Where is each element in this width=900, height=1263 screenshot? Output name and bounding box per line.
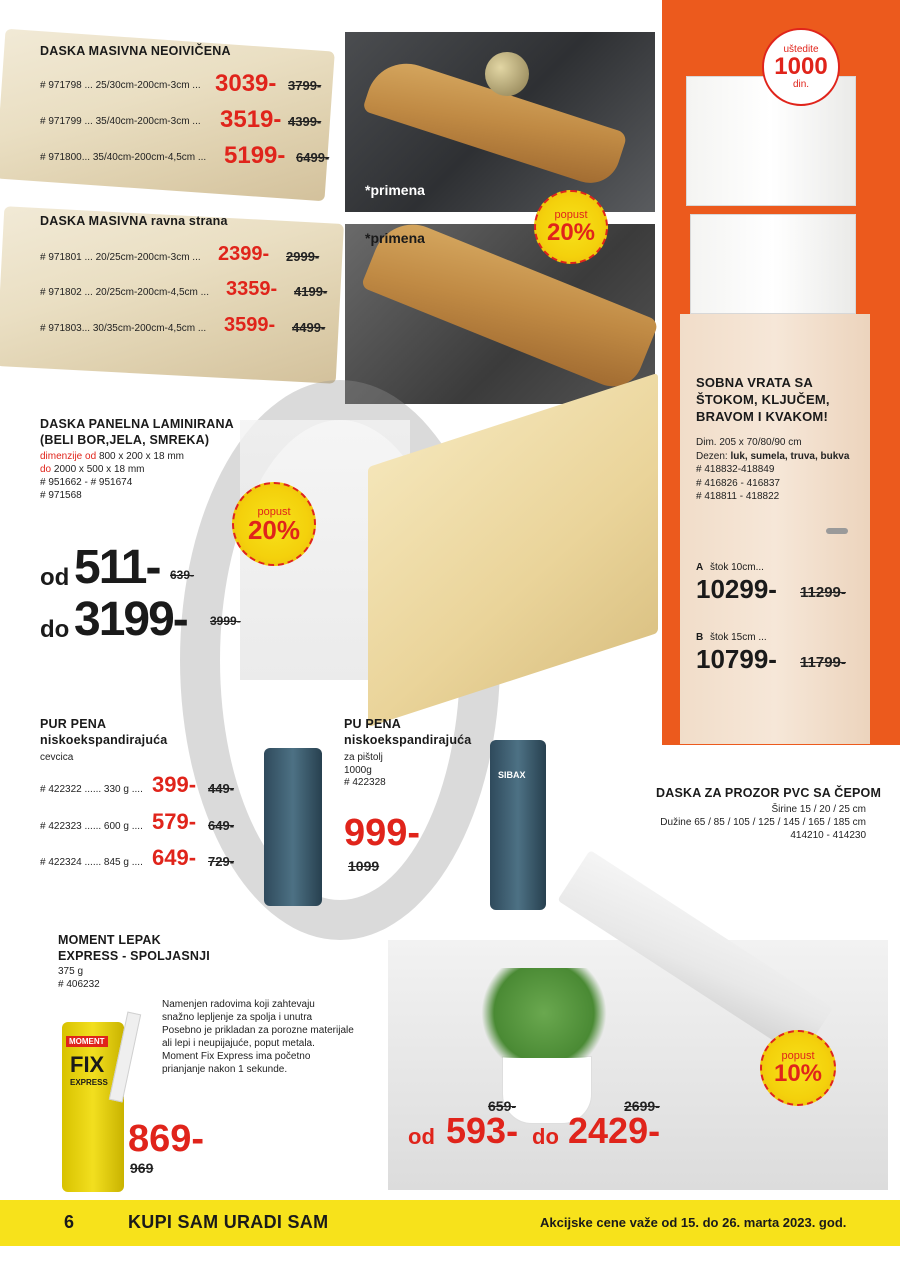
- pur-row-price: 649-: [152, 845, 197, 870]
- sill-width: Širine 15 / 20 / 25 cm: [771, 804, 866, 815]
- badge-label: uštedite: [783, 44, 819, 55]
- plank2-row-old-price: 4199-: [294, 284, 328, 299]
- footer-note: Akcijske cene važe od 15. do 26. marta 2023. god.: [540, 1215, 847, 1230]
- plank2-row-code: # 971801 ... 20/25cm-200cm-3cm ...: [40, 252, 201, 263]
- plank2-row-price: 3599-: [224, 314, 276, 336]
- doors-pattern-label: Dezen:: [696, 450, 728, 462]
- door-handle-icon: [826, 528, 848, 534]
- pur-row-code: # 422322 ...... 330 g ....: [40, 784, 143, 795]
- description-line: prianjanje nakon 1 sekunde.: [162, 1064, 288, 1075]
- option-price: 10299-: [696, 574, 777, 604]
- moment-title-line: MOMENT LEPAK: [58, 933, 161, 947]
- sill-price-range: [408, 1110, 708, 1156]
- doors-pattern: [696, 450, 849, 464]
- panel-title-line: (BELI BOR,JELA, SMREKA): [40, 433, 210, 447]
- price-to-old: 3999-: [210, 614, 241, 628]
- option-old-price: 11299-: [800, 584, 846, 601]
- savings-badge: [762, 28, 840, 106]
- plank2-row-old-price: 2999-: [286, 249, 320, 264]
- plank1-row-old-price: 3799-: [288, 78, 322, 93]
- plant-leaves-image: [474, 968, 614, 1058]
- plank1-row-price: 3519-: [220, 106, 282, 133]
- plank2-row: [40, 278, 340, 302]
- page-number: 6: [64, 1212, 75, 1232]
- moment-old-price: 969: [130, 1160, 154, 1176]
- panel-dimension-label: do: [40, 464, 52, 475]
- footer-bar: [0, 1200, 900, 1246]
- plank2-row-price: 3359-: [226, 278, 278, 300]
- plank1-title: DASKA MASIVNA NEOIVIČENA: [40, 44, 231, 58]
- photo-caption: *primena: [365, 230, 425, 246]
- price-to-value: 3199-: [74, 593, 187, 646]
- pur-row-code: # 422323 ...... 600 g ....: [40, 821, 143, 832]
- description-line: Posebno je prikladan za porozne materijale: [162, 1025, 354, 1036]
- panel-code: # 971568: [40, 490, 82, 501]
- doors-title-line: SOBNA VRATA SA: [696, 375, 813, 390]
- plank1-row: [40, 142, 340, 169]
- moment-description: [162, 998, 354, 1076]
- description-line: snažno lepljenje za spolja i unutra: [162, 1012, 313, 1023]
- pur-row: [40, 809, 260, 835]
- tube-name-label: FIX: [70, 1052, 105, 1077]
- plank2-title: DASKA MASIVNA ravna strana: [40, 214, 228, 228]
- description-line: ali lepi i neupijajuće, poput metala.: [162, 1038, 315, 1049]
- option-label: A: [696, 562, 704, 573]
- panel-dimension-value: 800 x 200 x 18 mm: [98, 451, 184, 462]
- option-description: štok 15cm ...: [710, 632, 767, 643]
- pur-row-code: # 422324 ...... 845 g ....: [40, 857, 143, 868]
- moment-code: # 406232: [58, 978, 100, 990]
- sill-specs: [596, 803, 866, 842]
- doors-code: # 416826 - 416837: [696, 477, 780, 489]
- pu-specs: [344, 752, 386, 790]
- panel-title: [40, 416, 234, 448]
- pur-row-price: 579-: [152, 809, 197, 834]
- badge-percent: 10%: [773, 1060, 823, 1087]
- badge-amount: 1000: [774, 53, 828, 80]
- can-brand-label: SIBAX: [498, 770, 526, 780]
- pu-code: # 422328: [344, 777, 386, 788]
- doors-code: # 418811 - 418822: [696, 491, 780, 502]
- footer-title: KUPI SAM URADI SAM: [128, 1212, 329, 1232]
- plank1-row: [40, 106, 340, 133]
- moment-weight: 375 g: [58, 966, 84, 977]
- pur-row-price: 399-: [152, 772, 197, 797]
- badge-percent: 20%: [546, 219, 596, 246]
- price-to-label: do: [532, 1124, 559, 1149]
- pu-old-price: 1099: [348, 858, 380, 874]
- sill-length: Dužine 65 / 85 / 105 / 125 / 145 / 165 / 185 cm: [660, 817, 866, 828]
- pur-row-old-price: 649-: [208, 818, 235, 833]
- price-from-value: 593-: [446, 1110, 519, 1151]
- pu-spec: 1000g: [344, 764, 372, 776]
- plank1-row-code: # 971798 ... 25/30cm-200cm-3cm ...: [40, 80, 201, 91]
- badge-currency: din.: [792, 79, 810, 90]
- globe-image: [485, 52, 529, 96]
- panel-price-from: [40, 540, 280, 598]
- price-to-label: do: [40, 616, 70, 643]
- doors-title: [696, 374, 830, 425]
- pu-spec: za pištolj: [344, 752, 383, 763]
- sill-to-old-price: 2699-: [624, 1098, 660, 1114]
- application-photo-globe: [345, 32, 655, 212]
- badge-label: popust: [554, 209, 588, 221]
- option-label: B: [696, 632, 704, 643]
- badge-label: popust: [781, 1050, 815, 1062]
- description-line: Moment Fix Express ima početno: [162, 1051, 311, 1062]
- moment-tube-image: [62, 1022, 124, 1192]
- plank2-row: [40, 314, 340, 338]
- doors-pattern-value: luk, sumela, truva, bukva: [730, 450, 850, 462]
- plank2-row-code: # 971802 ... 20/25cm-200cm-4,5cm ...: [40, 287, 209, 298]
- door-detail-image-2: [690, 214, 856, 314]
- sill-title: DASKA ZA PROZOR PVC SA ČEPOM: [656, 786, 882, 800]
- tube-brand-label: MOMENT: [66, 1036, 108, 1047]
- plank1-row-code: # 971800... 35/40cm-200cm-4,5cm ...: [40, 152, 207, 163]
- plank2-row-old-price: 4499-: [292, 320, 326, 335]
- plank1-row-old-price: 4399-: [288, 114, 322, 129]
- option-description: štok 10cm...: [710, 562, 764, 573]
- pu-title: [344, 716, 471, 748]
- sill-discount-badge: [760, 1030, 836, 1106]
- panel-dimension: [40, 463, 184, 476]
- pur-row-old-price: 729-: [208, 854, 235, 869]
- panel-specs: [40, 450, 184, 502]
- moment-specs: [58, 966, 100, 991]
- pur-title-line: niskoekspandirajuća: [40, 733, 168, 747]
- pur-title: [40, 716, 167, 748]
- price-from-label: od: [40, 564, 70, 591]
- panel-dimension-value: 2000 x 500 x 18 mm: [53, 464, 145, 475]
- door-detail-image-1: [686, 76, 856, 206]
- pu-title-line: niskoekspandirajuća: [344, 733, 472, 747]
- moment-price: 869-: [128, 1118, 205, 1160]
- doors-specs: [696, 436, 849, 504]
- doors-title-line: ŠTOKOM, KLJUČEM,: [696, 392, 830, 407]
- option-price: 10799-: [696, 644, 777, 674]
- tube-sub-label: EXPRESS: [70, 1078, 108, 1087]
- plank2-row: [40, 243, 340, 267]
- pur-subtitle: cevcica: [40, 752, 74, 763]
- discount-badge: [534, 190, 608, 264]
- plank1-row: [40, 70, 340, 97]
- price-from-old: 639-: [170, 568, 195, 582]
- pur-foam-can-image: [264, 748, 322, 906]
- description-line: Namenjen radovima koji zahtevaju: [162, 999, 315, 1010]
- panel-price-to: [40, 592, 280, 650]
- pur-row: [40, 845, 260, 871]
- plank1-row-code: # 971799 ... 35/40cm-200cm-3cm ...: [40, 116, 201, 127]
- badge-percent: 20%: [247, 515, 301, 545]
- sill-from-old-price: 659-: [488, 1098, 517, 1114]
- application-photo-bar: [345, 224, 655, 404]
- moment-title: [58, 932, 210, 964]
- pur-row: [40, 772, 260, 798]
- sill-code: 414210 - 414230: [790, 830, 866, 841]
- photo-caption: *primena: [365, 182, 425, 198]
- price-to-value: 2429-: [568, 1110, 661, 1151]
- pu-price: 999-: [344, 812, 421, 854]
- panel-dimension: [40, 450, 184, 463]
- plank2-row-price: 2399-: [218, 243, 270, 265]
- door-option-b: [696, 632, 876, 682]
- plank1-row-price: 3039-: [215, 70, 277, 97]
- plank1-row-price: 5199-: [224, 142, 286, 169]
- price-from-label: od: [408, 1124, 435, 1149]
- panel-dimension-label: dimenzije od: [40, 451, 97, 462]
- pur-title-line: PUR PENA: [40, 717, 107, 731]
- plank1-row-old-price: 6499-: [296, 150, 330, 165]
- door-option-a: [696, 562, 876, 612]
- option-old-price: 11799-: [800, 654, 846, 671]
- pu-title-line: PU PENA: [344, 717, 401, 731]
- plank2-row-code: # 971803... 30/35cm-200cm-4,5cm ...: [40, 323, 207, 334]
- doors-title-line: BRAVOM I KVAKOM!: [696, 409, 828, 424]
- pu-foam-can-image: [490, 740, 546, 910]
- doors-code: # 418832-418849: [696, 464, 775, 475]
- price-from-value: 511-: [74, 541, 160, 594]
- moment-title-line: EXPRESS - SPOLJASNJI: [58, 949, 210, 963]
- panel-code: # 951662 - # 951674: [40, 477, 133, 488]
- doors-dimensions: Dim. 205 x 70/80/90 cm: [696, 437, 802, 448]
- pur-row-old-price: 449-: [208, 781, 235, 796]
- panel-title-line: DASKA PANELNA LAMINIRANA: [40, 417, 234, 431]
- badge-label: popust: [257, 506, 291, 518]
